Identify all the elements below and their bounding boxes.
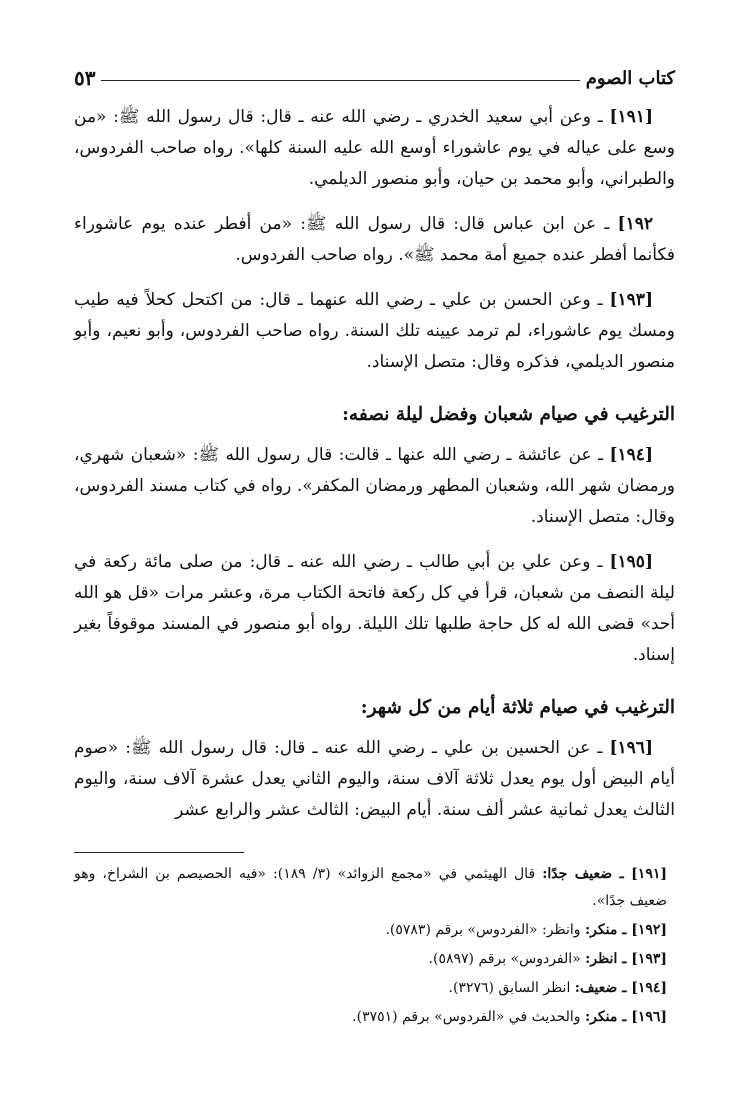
hadith-text: ـ وعن الحسن بن علي ـ رضي الله عنهما ـ قال: من اكتحل كحلاً فيه طيب ومسك يوم عاشوراء، لم ترمد عيينه تلك السنة. رواه صاحب الفردوس، وأبو نعيم، وأبو منصور الديلمي، فذكره وقال: متصل الإسناد.	[74, 290, 675, 372]
hadith-191	[74, 102, 675, 195]
footnote-number: [١٩١]	[631, 866, 667, 882]
footnote-number: [١٩٤]	[631, 980, 667, 996]
section-title-three-days: الترغيب في صيام ثلاثة أيام من كل شهر:	[360, 697, 675, 718]
hadith-number: [١٩٥]	[609, 552, 653, 572]
footnote-194	[74, 975, 675, 1002]
footnote-193	[74, 946, 675, 973]
hadith-number: [١٩١]	[609, 107, 653, 127]
hadith-192	[74, 209, 675, 271]
footnote-text: «الفردوس» برقم (٥٨٩٧).	[428, 951, 586, 967]
footnote-191	[74, 861, 675, 915]
hadith-194	[74, 440, 675, 533]
page-number: ٥٣	[74, 66, 96, 90]
footnote-verdict: ـ ضعيف جدًا:	[542, 866, 632, 882]
footnote-verdict: ـ انظر:	[585, 951, 632, 967]
footnote-196	[74, 1004, 675, 1031]
book-title: كتاب الصوم	[585, 67, 675, 89]
page	[74, 60, 675, 1075]
footnote-verdict: ـ ضعيف:	[574, 980, 632, 996]
footnote-text: والحديث في «الفردوس» برقم (٣٧٥١).	[352, 1009, 585, 1025]
footnote-verdict: ـ منكر:	[584, 922, 632, 938]
hadith-196	[74, 733, 675, 826]
footnote-verdict: ـ منكر:	[584, 1009, 632, 1025]
page-header	[74, 60, 675, 96]
hadith-193	[74, 285, 675, 378]
footnote-text: قال الهيثمي في «مجمع الزوائد» (٣/ ١٨٩): «فيه الحصيصم بن الشراخ، وهو ضعيف جدًا».	[74, 866, 667, 909]
footnote-number: [١٩٦]	[631, 1009, 667, 1025]
hadith-text: ـ وعن علي بن أبي طالب ـ رضي الله عنه ـ قال: من صلى مائة ركعة في ليلة النصف من شعبان، قرأ في كل ركعة فاتحة الكتاب مرة، وعشر مرات «قل هو الله أحد» قضى الله له كل حاجة طلبها تلك الليلة. رواه أبو منصور في المسند موقوفاً بغير إسناد.	[74, 552, 675, 665]
section-title-shaban: الترغيب في صيام شعبان وفضل ليلة نصفه:	[342, 404, 675, 425]
footnote-number: [١٩٢]	[631, 922, 667, 938]
hadith-number: ١٩٢]	[617, 214, 653, 234]
footnote-text: انظر السابق (٣٢٧٦).	[448, 980, 575, 996]
hadith-text: ـ عن عائشة ـ رضي الله عنها ـ قالت: قال رسول الله ﷺ: «شعبان شهري، ورمضان شهر الله، وشعبان المطهر ورمضان المكفر». رواه في كتاب مسند الفردوس، وقال: متصل الإسناد.	[74, 445, 675, 527]
header-rule	[101, 80, 579, 81]
hadith-text: ـ وعن أبي سعيد الخدري ـ رضي الله عنه ـ قال: قال رسول الله ﷺ: «من وسع على عياله في يوم عاشوراء أوسع الله عليه السنة كلها». رواه صاحب الفردوس، والطبراني، وأبو محمد بن حيان، وأبو منصور الديلمي.	[74, 107, 675, 189]
footnote-192	[74, 917, 675, 944]
hadith-text: ـ عن الحسين بن علي ـ رضي الله عنه ـ قال: قال رسول الله ﷺ: «صوم أيام البيض أول يوم يعدل ثلاثة آلاف سنة، واليوم الثاني يعدل عشرة آلاف سنة، واليوم الثالث يعدل ثمانية عشر ألف سنة. أيام البيض: الثالث عشر والرابع عشر	[74, 738, 675, 820]
footnote-separator	[74, 852, 244, 853]
hadith-text: ـ عن ابن عباس قال: قال رسول الله ﷺ: «من أفطر عنده يوم عاشوراء فكأنما أفطر عنده جميع أمة محمد ﷺ». رواه صاحب الفردوس.	[74, 214, 675, 265]
hadith-195	[74, 547, 675, 671]
hadith-number: [١٩٦]	[609, 738, 653, 758]
hadith-number: [١٩٤]	[609, 445, 653, 465]
footnote-text: وانظر: «الفردوس» برقم (٥٧٨٣).	[385, 922, 585, 938]
footnote-number: [١٩٣]	[631, 951, 667, 967]
hadith-number: [١٩٣]	[609, 290, 653, 310]
